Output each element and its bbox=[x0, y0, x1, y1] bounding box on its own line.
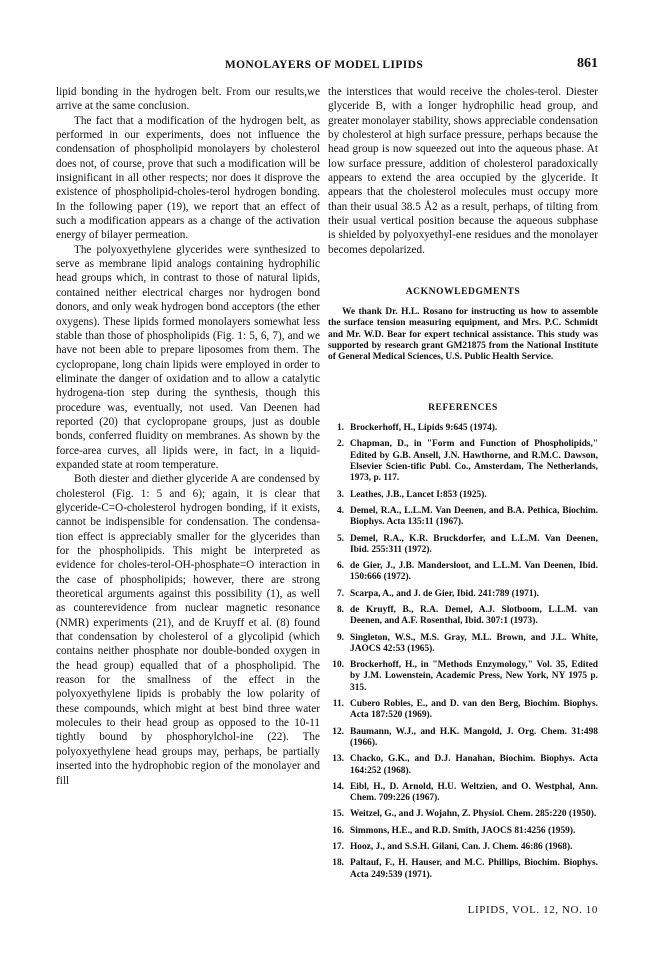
reference-number: 7. bbox=[336, 588, 344, 599]
reference-item bbox=[328, 858, 598, 881]
reference-number: 9. bbox=[336, 632, 344, 643]
reference-number: 1. bbox=[336, 423, 344, 434]
body-paragraph: lipid bonding in the hydrogen belt. From our results,we arrive at the same conclusion. bbox=[56, 86, 320, 113]
reference-number: 10. bbox=[332, 660, 344, 671]
reference-number: 15. bbox=[332, 809, 344, 820]
reference-text: Paltauf, F., H. Hauser, and M.C. Phillips, Biochim. Biophys. Acta 249:539 (1971). bbox=[350, 858, 598, 880]
reference-text: Eibl, H., D. Arnold, H.U. Weltzien, and O. Westphal, Ann. Chem. 709:226 (1967). bbox=[350, 781, 598, 804]
reference-number: 11. bbox=[332, 699, 344, 710]
page-number: 861 bbox=[577, 56, 598, 71]
references-heading: REFERENCES bbox=[428, 403, 498, 414]
reference-item bbox=[328, 633, 598, 656]
reference-text: Weitzel, G., and J. Wojahn, Z. Physiol. Chem. 285:220 (1950). bbox=[350, 809, 597, 820]
reference-item bbox=[328, 782, 598, 805]
journal-footer: LIPIDS, VOL. 12, NO. 10 bbox=[467, 904, 598, 916]
running-title: MONOLAYERS OF MODEL LIPIDS bbox=[224, 59, 424, 71]
reference-text: Chapman, D., in "Form and Function of Phospholipids," Edited by G.B. Ansell, J.N. Hawthorne, and R.M.C. Dawson, Elsevier Scien-tific Publ. Co., Amsterdam, The Netherlands, 1973, p. 117. bbox=[350, 439, 598, 484]
reference-item bbox=[328, 561, 598, 584]
reference-item bbox=[328, 439, 598, 484]
reference-number: 17. bbox=[332, 842, 344, 853]
right-column bbox=[328, 85, 598, 886]
reference-number: 13. bbox=[332, 754, 344, 765]
body-paragraph: Both diester and diether glyceride A are condensed by cholesterol (Fig. 1: 5 and 6); again, it is clear that glyceride-C=O-cholesterol hydrogen bonding, if it exists, cannot be indispensible for condensation. The condensa-tion effect is appreciably smaller for the glycerides than for the phospholipids. This might be interpreted as evidence for choles-terol-OH-phosphate=O interaction in the case of phospholipids; however, there are strong theoretical arguments against this possibility (1), as well as counterevidence from nuclear magnetic resonance (NMR) experiments (21), and de Kruyff et al. (8) found that condensation by cholesterol of a glycolipid (which contains neither phosphate nor double-bonded oxygen in the head group) equalled that of a phospholipid. The reason for the smallness of the effect in the polyoxyethylene lipids is probably the low polarity of these compounds, which might at best bind three water molecules to their head group as opposed to the 10-11 tightly bound by phosphorylchol-ine (22). The polyoxyethylene head groups may, perhaps, be partially inserted into the hydrophobic region of the monolayer and fill bbox=[56, 473, 320, 787]
reference-item bbox=[328, 490, 598, 501]
reference-item bbox=[328, 534, 598, 557]
reference-list bbox=[328, 423, 598, 881]
reference-text: Chacko, G.K., and D.J. Hanahan, Biochim. Biophys. Acta 164:252 (1968). bbox=[350, 754, 598, 776]
reference-item bbox=[328, 660, 598, 694]
reference-text: de Kruyff, B., R.A. Demel, A.J. Slotboom, L.L.M. van Deenen, and A.F. Rosenthal, Ibid. 307:1 (1973). bbox=[350, 605, 598, 627]
reference-text: Cubero Robles, E., and D. van den Berg, Biochim. Biophys. Acta 187:520 (1969). bbox=[350, 699, 598, 721]
reference-text: Brockerhoff, H., in "Methods Enzymology," Vol. 35, Edited by J.M. Lowenstein, Academic Press, New York, NY 1975 p. 315. bbox=[350, 660, 598, 693]
acknowledgments-heading: ACKNOWLEDGMENTS bbox=[405, 287, 521, 298]
reference-item bbox=[328, 809, 598, 820]
left-column bbox=[56, 85, 320, 788]
acknowledgments-text: We thank Dr. H.L. Rosano for instructing us how to assemble the surface tension measuring equipment, and Mrs. P.C. Schmidt and Mr. W.D. Bear for expert technical assistance. This study was supported by research grant GM21875 from the National Institute of General Medical Sciences, U.S. Public Health Service. bbox=[328, 307, 598, 362]
reference-item bbox=[328, 506, 598, 529]
body-paragraph: The polyoxyethylene glycerides were synthesized to serve as membrane lipid analogs containing hydrophilic head groups which, in contrast to those of natural lipids, contained neither electrical charges nor hydrogen bond donors, and only weak hydrogen bond acceptors (the ether oxygens). These lipids formed monolayers somewhat less stable than those of phospholipids (Fig. 1: 5, 6, 7), and we have not been able to prepare liposomes from them. The cyclopropane, long chain lipids were employed in order to eliminate the danger of oxidation and to allow a catalytic hydrogena-tion step during the synthesis, though this procedure was, eventually, not used. Van Deenen had reported (20) that cyclopropane groups, just as double bonds, conferred fluidity on membranes. As shown by the force-area curves, all lipids were, in fact, in a liquid-expanded state at room temperature. bbox=[56, 243, 320, 471]
body-paragraph: the interstices that would receive the choles-terol. Diester glyceride B, with a longer hydrophilic head group, and greater monolayer stability, shows appreciable condensation by cholesterol at high surface pressure, perhaps because the head group is now squeezed out into the aqueous phase. At low surface pressure, addition of cholesterol paradoxically appears to extend the area occupied by the glyceride. It appears that the cholesterol molecules must occupy more than their usual 38.5 Å2 as a result, perhaps, of tilting from their usual vertical position because the aqueous subphase is shielded by polyoxyethyl-ene residues and the monolayer becomes depolarized. bbox=[328, 86, 598, 256]
reference-item bbox=[328, 605, 598, 628]
reference-text: Brockerhoff, H., Lipids 9:645 (1974). bbox=[350, 423, 498, 434]
reference-number: 18. bbox=[332, 858, 344, 869]
reference-text: Scarpa, A., and J. de Gier, Ibid. 241:789 (1971). bbox=[350, 588, 539, 599]
reference-number: 2. bbox=[336, 439, 344, 450]
reference-item bbox=[328, 423, 598, 434]
reference-number: 4. bbox=[336, 505, 344, 516]
reference-text: de Gier, J., J.B. Mandersloot, and L.L.M. Van Deenen, Ibid. 150:666 (1972). bbox=[350, 561, 598, 583]
reference-item bbox=[328, 589, 598, 600]
reference-text: Demel, R.A., K.R. Bruckdorfer, and L.L.M. Van Deenen, Ibid. 255:311 (1972). bbox=[350, 533, 598, 555]
reference-number: 16. bbox=[332, 825, 344, 836]
reference-number: 8. bbox=[336, 605, 344, 615]
reference-text: Hooz, J., and S.S.H. Gilani, Can. J. Chem. 46:86 (1968). bbox=[350, 842, 573, 853]
reference-number: 3. bbox=[336, 489, 344, 500]
reference-number: 6. bbox=[336, 561, 344, 572]
reference-text: Singleton, W.S., M.S. Gray, M.L. Brown, and J.L. White, JAOCS 42:53 (1965). bbox=[350, 632, 598, 654]
reference-text: Demel, R.A., L.L.M. Van Deenen, and B.A. Pethica, Biochim. Biophys. Acta 135:11 (1967). bbox=[350, 505, 598, 528]
reference-item bbox=[328, 699, 598, 722]
body-paragraph: The fact that a modification of the hydrogen belt, as performed in our experiments, does not influence the condensation of phospholipid monolayers by cholesterol does not, of course, prove that such a modification will be insignificant in all other respects; nor does it disprove the existence of phospholipid-choles-terol hydrogen bonding. In the following paper (19), we report that an effect of such a modification appears as a change of the activation energy of bilayer permeation. bbox=[56, 114, 320, 242]
reference-number: 5. bbox=[336, 533, 344, 544]
reference-text: Simmons, H.E., and R.D. Smith, JAOCS 81:4256 (1959). bbox=[350, 825, 576, 836]
reference-number: 14. bbox=[332, 781, 344, 792]
reference-item bbox=[328, 727, 598, 750]
reference-item bbox=[328, 754, 598, 777]
reference-text: Leathes, J.B., Lancet I:853 (1925). bbox=[350, 489, 487, 500]
reference-text: Baumann, W.J., and H.K. Mangold, J. Org. Chem. 31:498 (1966). bbox=[350, 726, 598, 748]
reference-number: 12. bbox=[332, 726, 344, 737]
reference-item bbox=[328, 842, 598, 853]
reference-item bbox=[328, 826, 598, 837]
